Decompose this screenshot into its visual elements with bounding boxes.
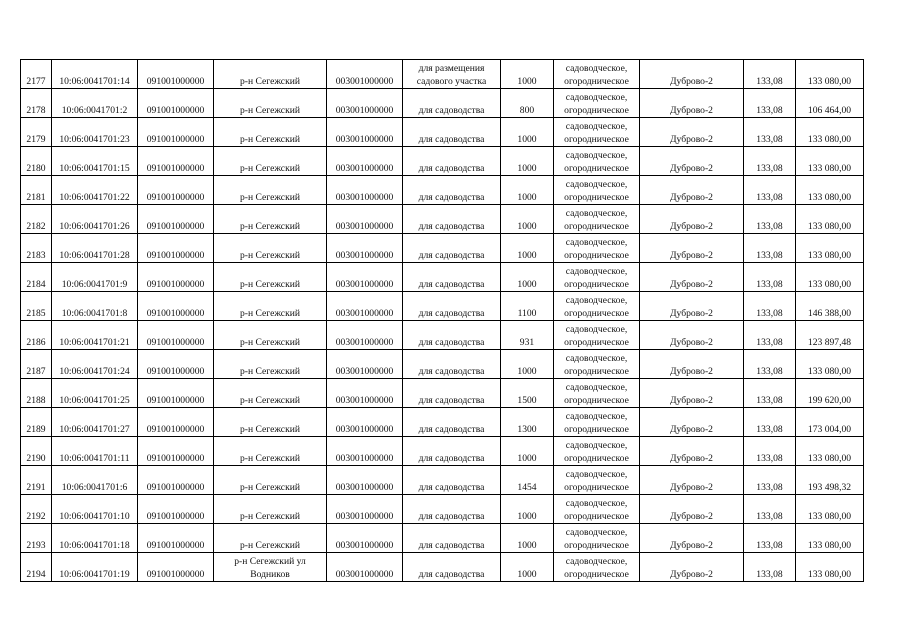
area-cell: 1000: [501, 234, 554, 263]
cadastral-number-cell: 10:06:0041701:14: [52, 60, 138, 89]
address-line: р-н Сегежский: [239, 540, 300, 551]
address-line: р-н Сегежский: [239, 453, 300, 464]
oktmo-code-cell: 091001000000: [138, 89, 214, 118]
group-code-cell: 003001000000: [327, 495, 403, 524]
row-number-cell: 2177: [21, 60, 52, 89]
category-cell: [554, 321, 640, 350]
category-cell: [554, 263, 640, 292]
category-line: садоводческое,: [565, 121, 628, 132]
cadastral-value-cell: 106 464,00: [796, 89, 864, 118]
oktmo-code-cell: 091001000000: [138, 118, 214, 147]
specific-value-cell: 133,08: [744, 205, 796, 234]
category-line: огородническое: [564, 279, 629, 290]
cadastral-number-cell: 10:06:0041701:15: [52, 147, 138, 176]
locality-cell: Дуброво-2: [640, 234, 744, 263]
address-cell: [214, 292, 327, 321]
address-cell: [214, 60, 327, 89]
cadastral-number-cell: 10:06:0041701:19: [52, 553, 138, 582]
cadastral-value-cell: 133 080,00: [796, 118, 864, 147]
specific-value-cell: 133,08: [744, 437, 796, 466]
locality-cell: Дуброво-2: [640, 350, 744, 379]
cadastral-number-cell: 10:06:0041701:9: [52, 263, 138, 292]
permitted-use-line: для садоводства: [418, 482, 485, 493]
locality-cell: Дуброво-2: [640, 176, 744, 205]
address-line: р-н Сегежский: [239, 105, 300, 116]
permitted-use-cell: [403, 60, 501, 89]
address-cell: [214, 89, 327, 118]
address-line: р-н Сегежский: [239, 511, 300, 522]
category-line: садоводческое,: [565, 324, 628, 335]
table-row: [21, 495, 864, 524]
address-line: р-н Сегежский ул: [234, 556, 306, 567]
area-cell: 1000: [501, 60, 554, 89]
category-cell: [554, 553, 640, 582]
oktmo-code-cell: 091001000000: [138, 553, 214, 582]
cadastral-value-cell: 133 080,00: [796, 263, 864, 292]
category-cell: [554, 408, 640, 437]
area-cell: 1100: [501, 292, 554, 321]
cadastral-value-cell: 123 897,48: [796, 321, 864, 350]
permitted-use-line: садового участка: [416, 76, 487, 87]
category-line: садоводческое,: [565, 353, 628, 364]
permitted-use-line: для садоводства: [418, 279, 485, 290]
category-line: садоводческое,: [565, 382, 628, 393]
cadastral-value-cell: 199 620,00: [796, 379, 864, 408]
group-code-cell: 003001000000: [327, 437, 403, 466]
table-row: [21, 118, 864, 147]
permitted-use-line: для садоводства: [418, 540, 485, 551]
category-line: садоводческое,: [565, 179, 628, 190]
category-line: огородническое: [564, 76, 629, 87]
permitted-use-cell: [403, 292, 501, 321]
category-line: огородническое: [564, 221, 629, 232]
permitted-use-line: для садоводства: [418, 163, 485, 174]
locality-cell: Дуброво-2: [640, 147, 744, 176]
table-row: [21, 553, 864, 582]
category-line: садоводческое,: [565, 266, 628, 277]
row-number-cell: 2188: [21, 379, 52, 408]
category-line: огородническое: [564, 569, 629, 580]
address-line: р-н Сегежский: [239, 250, 300, 261]
permitted-use-line: для садоводства: [418, 453, 485, 464]
group-code-cell: 003001000000: [327, 234, 403, 263]
permitted-use-line: для садоводства: [418, 221, 485, 232]
area-cell: 1000: [501, 118, 554, 147]
area-cell: 931: [501, 321, 554, 350]
category-line: огородническое: [564, 511, 629, 522]
table-row: [21, 321, 864, 350]
category-line: огородническое: [564, 250, 629, 261]
category-line: огородническое: [564, 308, 629, 319]
address-line: Водников: [250, 569, 290, 580]
cadastral-value-cell: 133 080,00: [796, 350, 864, 379]
table-row: [21, 466, 864, 495]
row-number-cell: 2190: [21, 437, 52, 466]
table-row: [21, 263, 864, 292]
oktmo-code-cell: 091001000000: [138, 205, 214, 234]
specific-value-cell: 133,08: [744, 321, 796, 350]
cadastral-number-cell: 10:06:0041701:25: [52, 379, 138, 408]
category-line: огородническое: [564, 337, 629, 348]
cadastral-number-cell: 10:06:0041701:11: [52, 437, 138, 466]
locality-cell: Дуброво-2: [640, 466, 744, 495]
cadastral-value-cell: 133 080,00: [796, 147, 864, 176]
category-line: огородническое: [564, 453, 629, 464]
locality-cell: Дуброво-2: [640, 437, 744, 466]
area-cell: 1000: [501, 437, 554, 466]
group-code-cell: 003001000000: [327, 408, 403, 437]
category-line: огородническое: [564, 424, 629, 435]
category-cell: [554, 234, 640, 263]
specific-value-cell: 133,08: [744, 234, 796, 263]
category-line: садоводческое,: [565, 556, 628, 567]
cadastral-value-cell: 146 388,00: [796, 292, 864, 321]
row-number-cell: 2193: [21, 524, 52, 553]
permitted-use-line: для садоводства: [418, 511, 485, 522]
address-line: р-н Сегежский: [239, 76, 300, 87]
table-body: [21, 60, 864, 582]
group-code-cell: 003001000000: [327, 292, 403, 321]
locality-cell: Дуброво-2: [640, 263, 744, 292]
permitted-use-line: для садоводства: [418, 366, 485, 377]
category-line: огородническое: [564, 192, 629, 203]
document-page: [20, 59, 863, 582]
cadastral-value-cell: 133 080,00: [796, 234, 864, 263]
address-cell: [214, 263, 327, 292]
table-row: [21, 350, 864, 379]
area-cell: 1000: [501, 205, 554, 234]
permitted-use-line: для садоводства: [418, 134, 485, 145]
table-row: [21, 147, 864, 176]
specific-value-cell: 133,08: [744, 118, 796, 147]
group-code-cell: 003001000000: [327, 205, 403, 234]
address-line: р-н Сегежский: [239, 366, 300, 377]
cadastral-value-cell: 133 080,00: [796, 205, 864, 234]
permitted-use-line: для садоводства: [418, 105, 485, 116]
area-cell: 1000: [501, 350, 554, 379]
category-cell: [554, 147, 640, 176]
address-line: р-н Сегежский: [239, 221, 300, 232]
table-row: [21, 234, 864, 263]
category-line: садоводческое,: [565, 92, 628, 103]
specific-value-cell: 133,08: [744, 350, 796, 379]
category-line: огородническое: [564, 482, 629, 493]
permitted-use-cell: [403, 495, 501, 524]
permitted-use-cell: [403, 118, 501, 147]
group-code-cell: 003001000000: [327, 379, 403, 408]
table-row: [21, 60, 864, 89]
table-row: [21, 408, 864, 437]
locality-cell: Дуброво-2: [640, 60, 744, 89]
address-line: р-н Сегежский: [239, 308, 300, 319]
oktmo-code-cell: 091001000000: [138, 466, 214, 495]
permitted-use-cell: [403, 553, 501, 582]
land-plots-table: [20, 59, 864, 582]
specific-value-cell: 133,08: [744, 89, 796, 118]
category-line: садоводческое,: [565, 411, 628, 422]
cadastral-value-cell: 173 004,00: [796, 408, 864, 437]
row-number-cell: 2185: [21, 292, 52, 321]
permitted-use-line: для садоводства: [418, 192, 485, 203]
category-line: огородническое: [564, 366, 629, 377]
locality-cell: Дуброво-2: [640, 524, 744, 553]
locality-cell: Дуброво-2: [640, 205, 744, 234]
permitted-use-cell: [403, 466, 501, 495]
oktmo-code-cell: 091001000000: [138, 321, 214, 350]
permitted-use-line: для садоводства: [418, 424, 485, 435]
specific-value-cell: 133,08: [744, 408, 796, 437]
category-cell: [554, 292, 640, 321]
permitted-use-cell: [403, 89, 501, 118]
address-cell: [214, 553, 327, 582]
permitted-use-cell: [403, 263, 501, 292]
cadastral-value-cell: 133 080,00: [796, 437, 864, 466]
address-cell: [214, 205, 327, 234]
table-row: [21, 205, 864, 234]
group-code-cell: 003001000000: [327, 466, 403, 495]
address-cell: [214, 147, 327, 176]
oktmo-code-cell: 091001000000: [138, 379, 214, 408]
category-cell: [554, 205, 640, 234]
category-line: садоводческое,: [565, 150, 628, 161]
address-cell: [214, 524, 327, 553]
permitted-use-cell: [403, 321, 501, 350]
category-line: садоводческое,: [565, 498, 628, 509]
cadastral-value-cell: 133 080,00: [796, 60, 864, 89]
cadastral-number-cell: 10:06:0041701:21: [52, 321, 138, 350]
permitted-use-line: для садоводства: [418, 337, 485, 348]
oktmo-code-cell: 091001000000: [138, 495, 214, 524]
oktmo-code-cell: 091001000000: [138, 350, 214, 379]
category-cell: [554, 524, 640, 553]
category-line: садоводческое,: [565, 440, 628, 451]
group-code-cell: 003001000000: [327, 118, 403, 147]
permitted-use-cell: [403, 437, 501, 466]
category-cell: [554, 350, 640, 379]
category-line: садоводческое,: [565, 469, 628, 480]
row-number-cell: 2189: [21, 408, 52, 437]
category-cell: [554, 379, 640, 408]
specific-value-cell: 133,08: [744, 292, 796, 321]
area-cell: 1300: [501, 408, 554, 437]
category-cell: [554, 466, 640, 495]
row-number-cell: 2180: [21, 147, 52, 176]
category-line: огородническое: [564, 134, 629, 145]
oktmo-code-cell: 091001000000: [138, 60, 214, 89]
specific-value-cell: 133,08: [744, 263, 796, 292]
specific-value-cell: 133,08: [744, 147, 796, 176]
address-line: р-н Сегежский: [239, 134, 300, 145]
address-cell: [214, 379, 327, 408]
table-row: [21, 292, 864, 321]
table-row: [21, 437, 864, 466]
area-cell: 1000: [501, 495, 554, 524]
address-line: р-н Сегежский: [239, 279, 300, 290]
area-cell: 1000: [501, 263, 554, 292]
oktmo-code-cell: 091001000000: [138, 176, 214, 205]
oktmo-code-cell: 091001000000: [138, 437, 214, 466]
area-cell: 1000: [501, 147, 554, 176]
address-line: р-н Сегежский: [239, 482, 300, 493]
cadastral-value-cell: 133 080,00: [796, 495, 864, 524]
address-cell: [214, 495, 327, 524]
address-cell: [214, 118, 327, 147]
permitted-use-line: для размещения: [418, 63, 485, 74]
specific-value-cell: 133,08: [744, 379, 796, 408]
oktmo-code-cell: 091001000000: [138, 147, 214, 176]
area-cell: 1000: [501, 176, 554, 205]
address-line: р-н Сегежский: [239, 163, 300, 174]
area-cell: 1000: [501, 524, 554, 553]
permitted-use-cell: [403, 379, 501, 408]
address-line: р-н Сегежский: [239, 337, 300, 348]
row-number-cell: 2191: [21, 466, 52, 495]
oktmo-code-cell: 091001000000: [138, 408, 214, 437]
table-row: [21, 89, 864, 118]
locality-cell: Дуброво-2: [640, 118, 744, 147]
group-code-cell: 003001000000: [327, 553, 403, 582]
category-cell: [554, 495, 640, 524]
cadastral-number-cell: 10:06:0041701:8: [52, 292, 138, 321]
category-line: огородническое: [564, 540, 629, 551]
address-line: р-н Сегежский: [239, 424, 300, 435]
address-line: р-н Сегежский: [239, 192, 300, 203]
permitted-use-cell: [403, 234, 501, 263]
oktmo-code-cell: 091001000000: [138, 292, 214, 321]
area-cell: 1000: [501, 553, 554, 582]
row-number-cell: 2194: [21, 553, 52, 582]
address-cell: [214, 234, 327, 263]
category-cell: [554, 60, 640, 89]
row-number-cell: 2181: [21, 176, 52, 205]
cadastral-number-cell: 10:06:0041701:26: [52, 205, 138, 234]
oktmo-code-cell: 091001000000: [138, 524, 214, 553]
cadastral-value-cell: 133 080,00: [796, 176, 864, 205]
area-cell: 1500: [501, 379, 554, 408]
locality-cell: Дуброво-2: [640, 408, 744, 437]
specific-value-cell: 133,08: [744, 466, 796, 495]
address-cell: [214, 321, 327, 350]
row-number-cell: 2182: [21, 205, 52, 234]
category-line: огородническое: [564, 395, 629, 406]
locality-cell: Дуброво-2: [640, 89, 744, 118]
category-line: садоводческое,: [565, 208, 628, 219]
cadastral-number-cell: 10:06:0041701:22: [52, 176, 138, 205]
cadastral-number-cell: 10:06:0041701:23: [52, 118, 138, 147]
row-number-cell: 2178: [21, 89, 52, 118]
permitted-use-cell: [403, 408, 501, 437]
group-code-cell: 003001000000: [327, 263, 403, 292]
group-code-cell: 003001000000: [327, 147, 403, 176]
permitted-use-cell: [403, 350, 501, 379]
permitted-use-line: для садоводства: [418, 250, 485, 261]
area-cell: 1454: [501, 466, 554, 495]
row-number-cell: 2184: [21, 263, 52, 292]
cadastral-number-cell: 10:06:0041701:2: [52, 89, 138, 118]
group-code-cell: 003001000000: [327, 350, 403, 379]
row-number-cell: 2192: [21, 495, 52, 524]
address-cell: [214, 437, 327, 466]
group-code-cell: 003001000000: [327, 176, 403, 205]
category-cell: [554, 176, 640, 205]
group-code-cell: 003001000000: [327, 321, 403, 350]
specific-value-cell: 133,08: [744, 60, 796, 89]
locality-cell: Дуброво-2: [640, 379, 744, 408]
group-code-cell: 003001000000: [327, 89, 403, 118]
category-cell: [554, 118, 640, 147]
cadastral-number-cell: 10:06:0041701:6: [52, 466, 138, 495]
row-number-cell: 2179: [21, 118, 52, 147]
permitted-use-cell: [403, 176, 501, 205]
address-cell: [214, 350, 327, 379]
cadastral-number-cell: 10:06:0041701:28: [52, 234, 138, 263]
category-line: огородническое: [564, 163, 629, 174]
cadastral-value-cell: 133 080,00: [796, 553, 864, 582]
table-row: [21, 524, 864, 553]
cadastral-number-cell: 10:06:0041701:27: [52, 408, 138, 437]
category-line: огородническое: [564, 105, 629, 116]
permitted-use-line: для садоводства: [418, 395, 485, 406]
cadastral-value-cell: 133 080,00: [796, 524, 864, 553]
locality-cell: Дуброво-2: [640, 553, 744, 582]
category-line: садоводческое,: [565, 237, 628, 248]
locality-cell: Дуброво-2: [640, 292, 744, 321]
category-line: садоводческое,: [565, 295, 628, 306]
row-number-cell: 2186: [21, 321, 52, 350]
permitted-use-cell: [403, 205, 501, 234]
address-cell: [214, 176, 327, 205]
address-cell: [214, 466, 327, 495]
specific-value-cell: 133,08: [744, 495, 796, 524]
category-cell: [554, 89, 640, 118]
row-number-cell: 2187: [21, 350, 52, 379]
specific-value-cell: 133,08: [744, 553, 796, 582]
locality-cell: Дуброво-2: [640, 321, 744, 350]
group-code-cell: 003001000000: [327, 524, 403, 553]
area-cell: 800: [501, 89, 554, 118]
category-line: садоводческое,: [565, 63, 628, 74]
specific-value-cell: 133,08: [744, 524, 796, 553]
address-cell: [214, 408, 327, 437]
row-number-cell: 2183: [21, 234, 52, 263]
cadastral-number-cell: 10:06:0041701:18: [52, 524, 138, 553]
table-row: [21, 379, 864, 408]
group-code-cell: 003001000000: [327, 60, 403, 89]
permitted-use-cell: [403, 524, 501, 553]
cadastral-number-cell: 10:06:0041701:24: [52, 350, 138, 379]
permitted-use-line: для садоводства: [418, 308, 485, 319]
cadastral-value-cell: 193 498,32: [796, 466, 864, 495]
cadastral-number-cell: 10:06:0041701:10: [52, 495, 138, 524]
category-cell: [554, 437, 640, 466]
table-row: [21, 176, 864, 205]
category-line: садоводческое,: [565, 527, 628, 538]
permitted-use-line: для садоводства: [418, 569, 485, 580]
oktmo-code-cell: 091001000000: [138, 263, 214, 292]
address-line: р-н Сегежский: [239, 395, 300, 406]
specific-value-cell: 133,08: [744, 176, 796, 205]
permitted-use-cell: [403, 147, 501, 176]
oktmo-code-cell: 091001000000: [138, 234, 214, 263]
locality-cell: Дуброво-2: [640, 495, 744, 524]
